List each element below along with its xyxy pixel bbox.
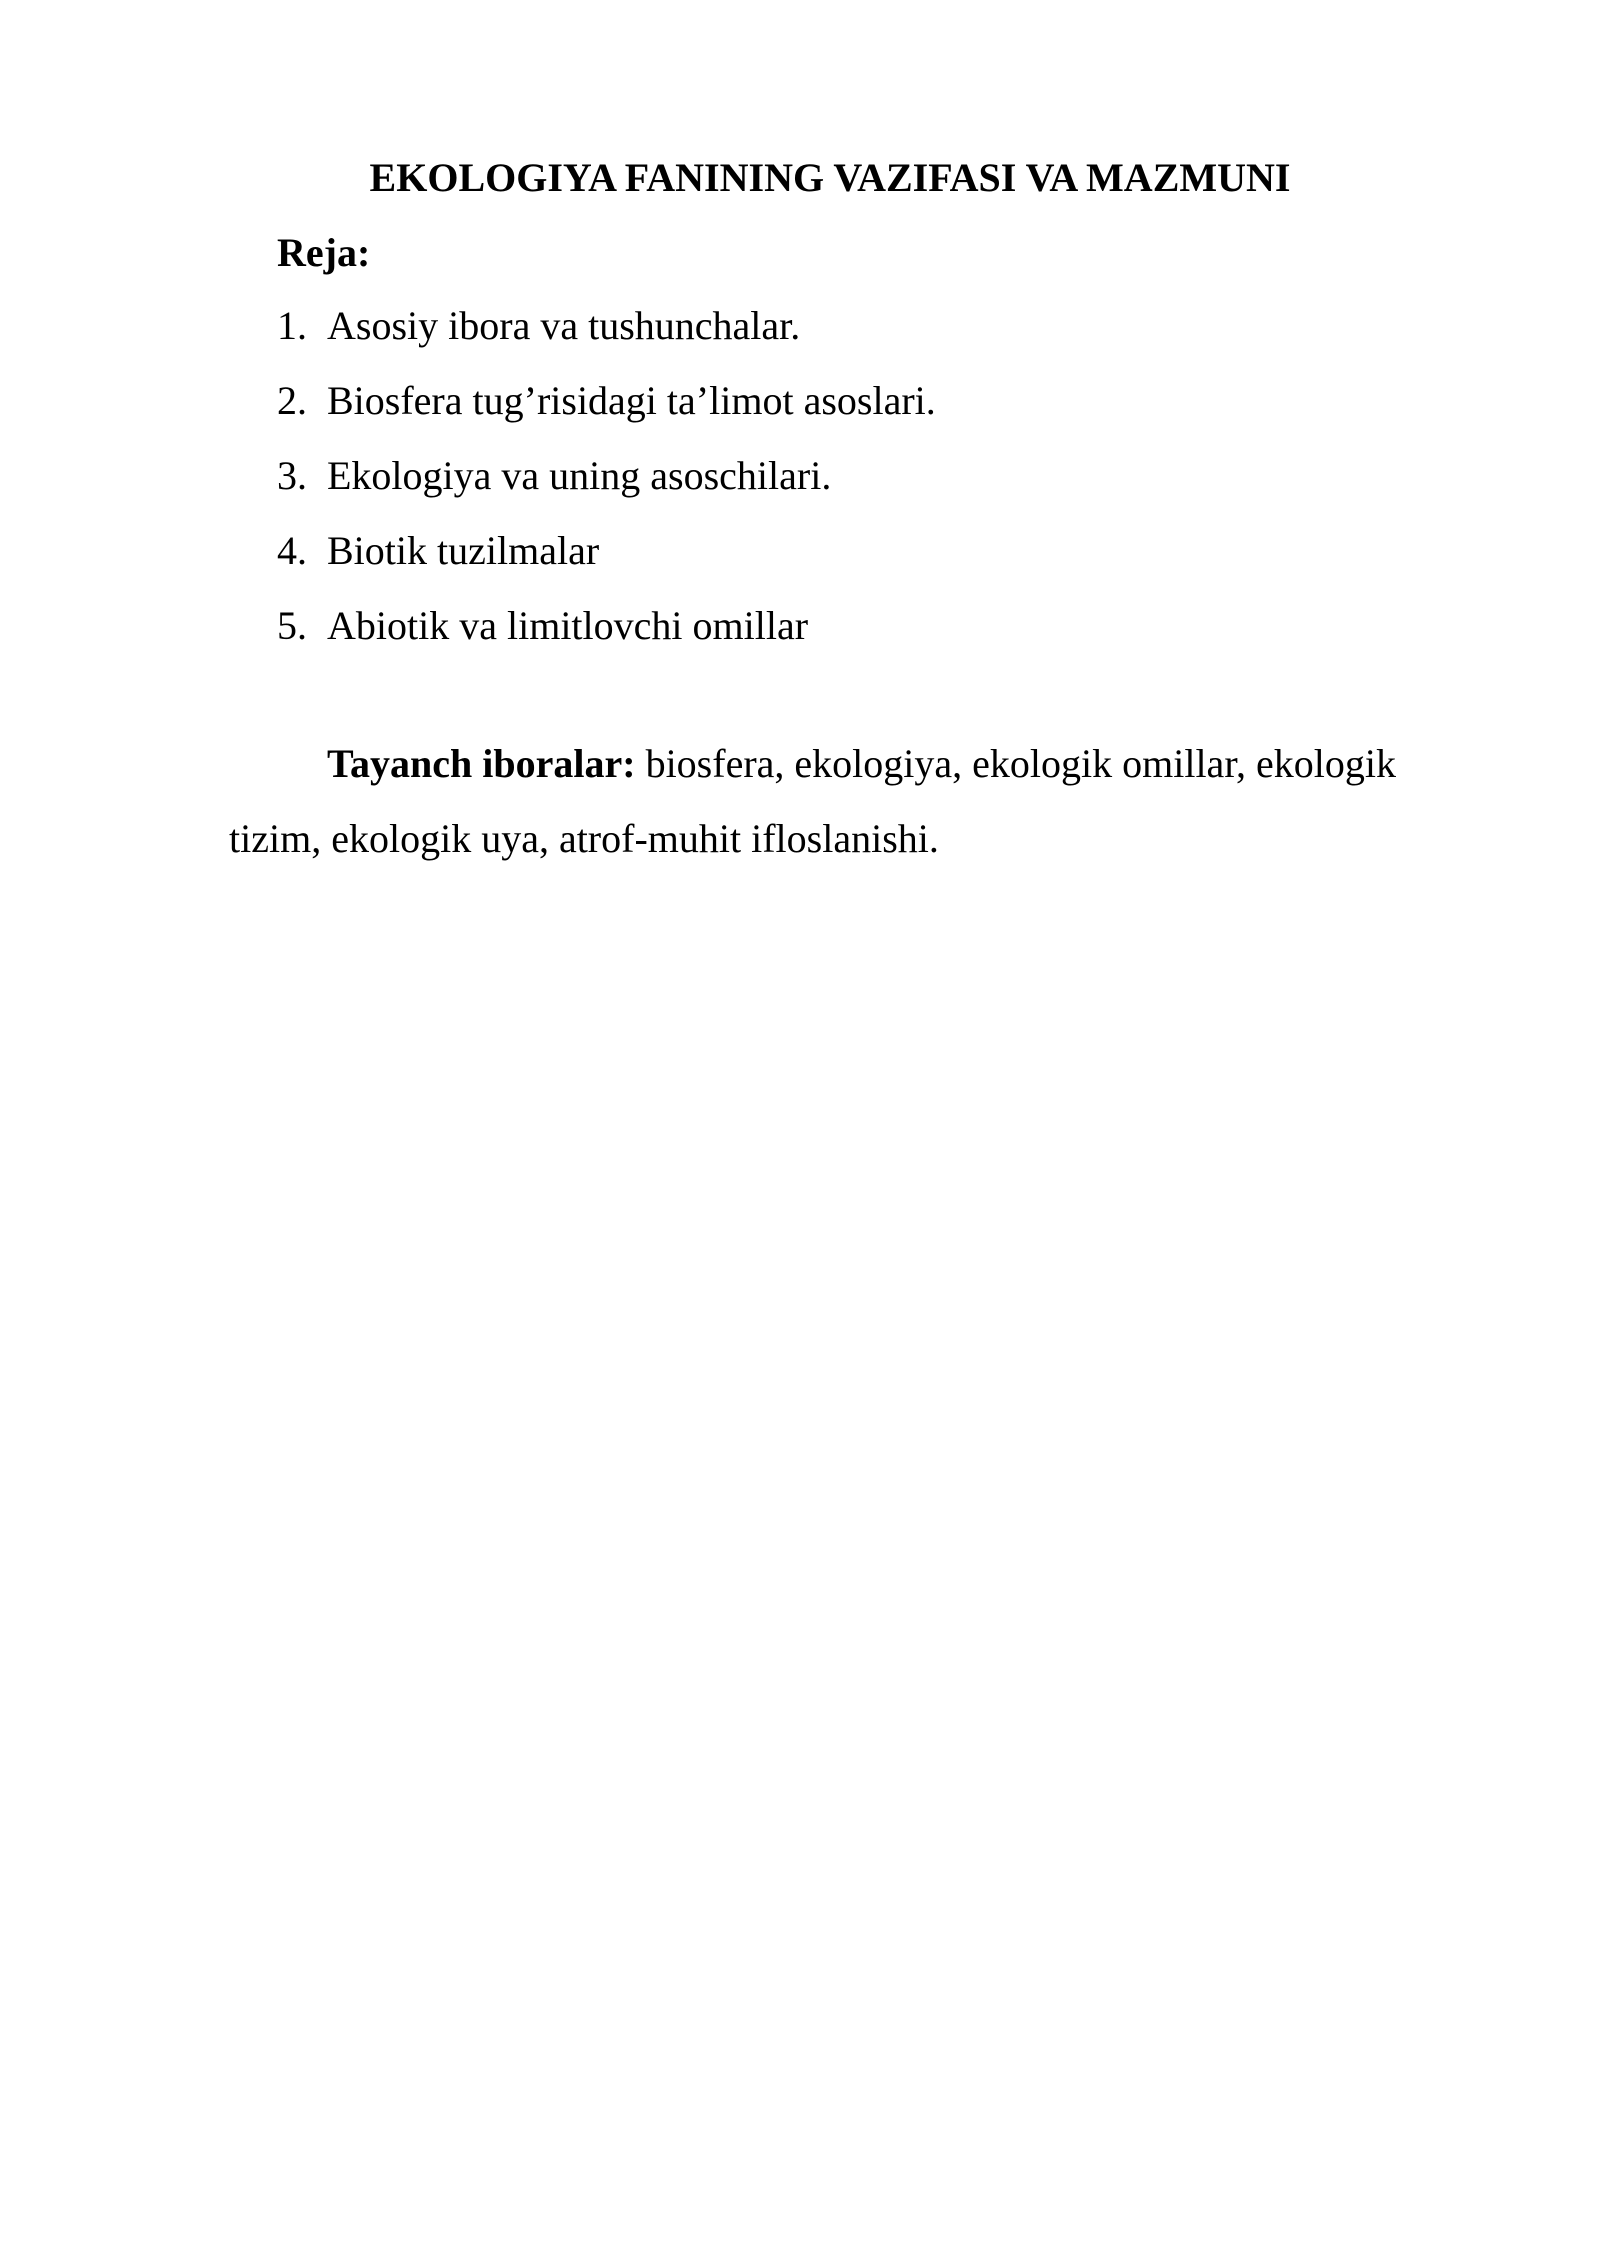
document-title: EKOLOGIYA FANINING VAZIFASI VA MAZMUNI: [369, 155, 1291, 200]
keywords-paragraph: [229, 726, 1489, 876]
plan-item: [277, 375, 936, 450]
plan-item-text: Asosiy ibora va tushunchalar.: [327, 303, 801, 348]
plan-item-text: Ekologiya va uning asoschilari.: [327, 453, 832, 498]
plan-item-number: 1.: [277, 303, 307, 348]
plan-item-text: Biosfera tug’risidagi ta’limot asoslari.: [327, 378, 936, 423]
plan-item-number: 2.: [277, 378, 307, 423]
plan-item: [277, 600, 936, 675]
plan-item: [277, 300, 936, 375]
plan-item: [277, 525, 936, 600]
plan-item-text: Abiotik va limitlovchi omillar: [327, 603, 809, 648]
plan-item-number: 5.: [277, 603, 307, 648]
plan-item-text: Biotik tuzilmalar: [327, 528, 600, 573]
plan-item-number: 4.: [277, 528, 307, 573]
plan-list: [277, 300, 936, 675]
keywords-text: biosfera, ekologiya, ekologik omillar, ekologik tizim, ekologik uya, atrof-muhit ifloslanishi.: [229, 741, 1397, 861]
plan-item-number: 3.: [277, 453, 307, 498]
keywords-label: Tayanch iboralar:: [327, 741, 636, 786]
plan-item: [277, 450, 936, 525]
plan-heading: Reja:: [277, 230, 371, 275]
